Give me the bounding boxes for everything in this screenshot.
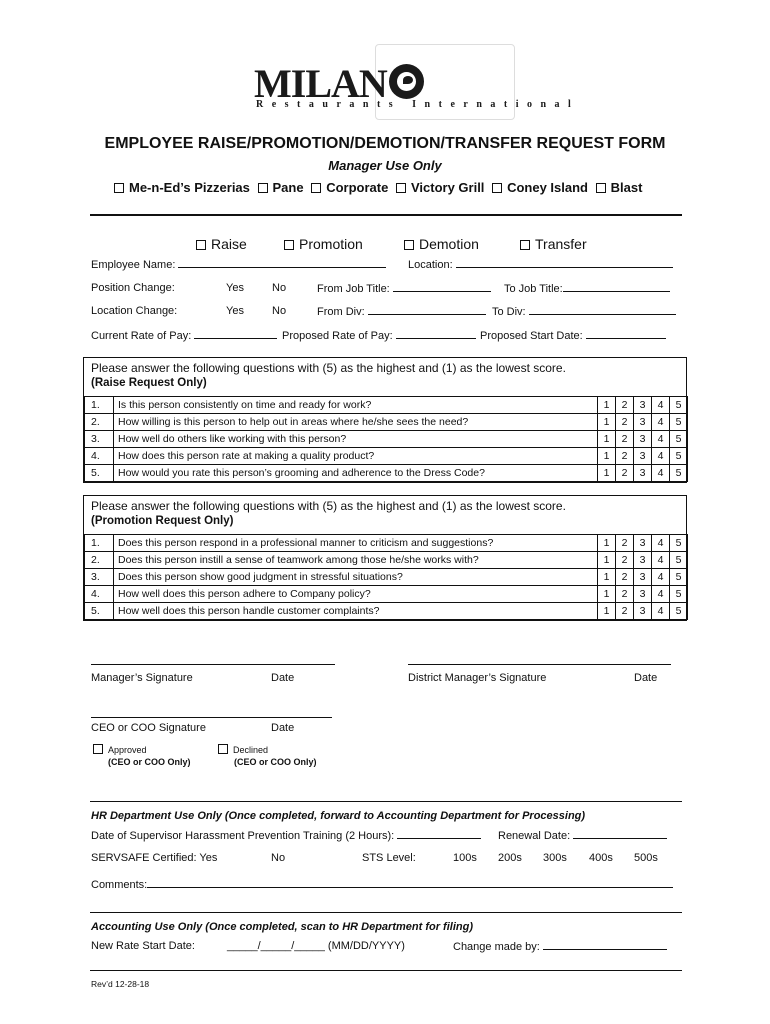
brand-checkbox-row	[114, 180, 646, 195]
raise-section-heading: (Raise Request Only)	[91, 377, 207, 389]
score-option[interactable]: 4	[652, 414, 670, 431]
table-row: 2. Does this person instill a sense of teamwork among those he/she works with? 1 2 3 4 5	[85, 552, 688, 569]
hr-divider	[90, 801, 682, 802]
checkbox-icon[interactable]	[311, 183, 321, 193]
to-job-title-field[interactable]	[563, 282, 670, 292]
comments-field[interactable]	[147, 878, 673, 888]
score-option[interactable]: 3	[634, 397, 652, 414]
proposed-start-label: Proposed Start Date:	[480, 329, 666, 342]
servsafe-no[interactable]: No	[271, 852, 286, 864]
to-job-title-label: To Job Title:	[504, 282, 670, 295]
comments-label: Comments:	[91, 878, 673, 891]
sts-level-option[interactable]: 500s	[634, 852, 658, 864]
score-option[interactable]: 2	[616, 569, 634, 586]
training-date-label: Date of Supervisor Harassment Prevention Training (2 Hours):	[91, 829, 481, 842]
score-option[interactable]: 1	[598, 431, 616, 448]
brand-option: Corporate	[311, 180, 388, 195]
table-row: 1. Is this person consistently on time and ready for work? 1 2 3 4 5	[85, 397, 688, 414]
from-div-field[interactable]	[368, 305, 486, 315]
score-option[interactable]: 4	[652, 569, 670, 586]
proposed-rate-field[interactable]	[396, 329, 476, 339]
checkbox-icon[interactable]	[404, 240, 414, 250]
score-option[interactable]: 1	[598, 552, 616, 569]
question-text: How well does this person handle customer complaints?	[114, 603, 598, 620]
score-option[interactable]: 1	[598, 397, 616, 414]
score-option[interactable]: 3	[634, 603, 652, 620]
proposed-rate-label: Proposed Rate of Pay:	[282, 329, 476, 342]
declined-option[interactable]: Declined	[218, 744, 268, 755]
form-subtitle: Manager Use Only	[328, 158, 442, 173]
score-option[interactable]: 3	[634, 569, 652, 586]
district-manager-signature-line[interactable]	[408, 664, 671, 665]
table-row: 3. How well do others like working with this person? 1 2 3 4 5	[85, 431, 688, 448]
table-row: 4. How does this person rate at making a quality product? 1 2 3 4 5	[85, 448, 688, 465]
table-row: 4. How well does this person adhere to Company policy? 1 2 3 4 5	[85, 586, 688, 603]
checkbox-icon[interactable]	[520, 240, 530, 250]
brand-option: Pane	[258, 180, 304, 195]
employee-name-field[interactable]	[178, 258, 386, 268]
location-change-no[interactable]: No	[272, 305, 287, 317]
score-option[interactable]: 3	[634, 535, 652, 552]
checkbox-icon[interactable]	[596, 183, 606, 193]
checkbox-icon[interactable]	[114, 183, 124, 193]
request-transfer[interactable]: Transfer	[520, 236, 587, 252]
question-text: Does this person show good judgment in stressful situations?	[114, 569, 598, 586]
to-div-label: To Div:	[492, 305, 676, 318]
logo-emblem-icon	[389, 64, 424, 99]
table-row: 5. How well does this person handle customer complaints? 1 2 3 4 5	[85, 603, 688, 620]
score-option[interactable]: 1	[598, 465, 616, 482]
question-text: How well does this person adhere to Company policy?	[114, 586, 598, 603]
to-div-field[interactable]	[529, 305, 676, 315]
question-text: Does this person respond in a professional manner to criticism and suggestions?	[114, 535, 598, 552]
position-change-label: Position Change:	[91, 282, 175, 294]
score-option[interactable]: 4	[652, 603, 670, 620]
score-option[interactable]: 5	[670, 603, 688, 620]
question-text: How does this person rate at making a quality product?	[114, 448, 598, 465]
score-option[interactable]: 2	[616, 397, 634, 414]
score-option[interactable]: 1	[598, 569, 616, 586]
sts-level-option[interactable]: 200s	[498, 852, 522, 864]
score-option[interactable]: 2	[616, 465, 634, 482]
logo-subtitle: Restaurants International	[256, 99, 580, 110]
checkbox-icon[interactable]	[258, 183, 268, 193]
position-change-no[interactable]: No	[272, 282, 287, 294]
score-option[interactable]: 2	[616, 535, 634, 552]
checkbox-icon[interactable]	[218, 744, 228, 754]
score-option[interactable]: 5	[670, 397, 688, 414]
score-option[interactable]: 3	[634, 414, 652, 431]
score-option[interactable]: 2	[616, 603, 634, 620]
checkbox-icon[interactable]	[396, 183, 406, 193]
revision-note: Rev’d 12-28-18	[91, 979, 150, 989]
promotion-questions-header: Please answer the following questions with (5) as the highest and (1) as the lowest score. (Promotion Request Only)	[84, 496, 686, 534]
sts-level-option[interactable]: 400s	[589, 852, 613, 864]
score-option[interactable]: 5	[670, 465, 688, 482]
servsafe-yes[interactable]: SERVSAFE Certified: Yes	[91, 852, 218, 864]
approved-option[interactable]: Approved	[93, 744, 147, 755]
change-made-by-label: Change made by:	[453, 940, 667, 953]
training-date-field[interactable]	[397, 829, 481, 839]
table-row: 5. How would you rate this person’s grooming and adherence to the Dress Code? 1 2 3 4 5	[85, 465, 688, 482]
checkbox-icon[interactable]	[196, 240, 206, 250]
score-option[interactable]: 5	[670, 414, 688, 431]
accounting-heading: Accounting Use Only (Once completed, scan to HR Department for filing)	[91, 921, 473, 933]
proposed-start-field[interactable]	[586, 329, 666, 339]
brand-option: Blast	[596, 180, 643, 195]
footer-divider	[90, 970, 682, 971]
declined-note: (CEO or COO Only)	[234, 757, 317, 767]
score-option[interactable]: 5	[670, 552, 688, 569]
question-text: Is this person consistently on time and ready for work?	[114, 397, 598, 414]
table-row: 1. Does this person respond in a professional manner to criticism and suggestions? 1 2 3 4 5	[85, 535, 688, 552]
score-option[interactable]: 3	[634, 465, 652, 482]
renewal-date-label: Renewal Date:	[498, 829, 667, 842]
question-text: Does this person instill a sense of teamwork among those he/she works with?	[114, 552, 598, 569]
score-option[interactable]: 1	[598, 414, 616, 431]
ceo-date-label: Date	[271, 722, 295, 734]
current-rate-field[interactable]	[194, 329, 277, 339]
score-option[interactable]: 2	[616, 586, 634, 603]
score-option[interactable]: 3	[634, 552, 652, 569]
sts-level-option[interactable]: 300s	[543, 852, 567, 864]
checkbox-icon[interactable]	[492, 183, 502, 193]
raise-questions-box	[83, 357, 687, 483]
question-text: How well do others like working with this person?	[114, 431, 598, 448]
ceo-signature-label: CEO or COO Signature	[91, 722, 206, 734]
location-change-label: Location Change:	[91, 305, 178, 317]
score-option[interactable]: 4	[652, 465, 670, 482]
score-option[interactable]: 5	[670, 535, 688, 552]
request-demotion[interactable]: Demotion	[404, 236, 479, 252]
brand-option: Victory Grill	[396, 180, 484, 195]
score-option[interactable]: 5	[670, 586, 688, 603]
location-field[interactable]	[456, 258, 673, 268]
score-option[interactable]: 4	[652, 431, 670, 448]
table-row: 3. Does this person show good judgment in stressful situations? 1 2 3 4 5	[85, 569, 688, 586]
location-change-yes[interactable]: Yes	[226, 305, 244, 317]
renewal-date-field[interactable]	[573, 829, 667, 839]
accounting-divider	[90, 912, 682, 913]
from-div-label: From Div:	[317, 305, 486, 318]
score-option[interactable]: 3	[634, 586, 652, 603]
new-rate-start-field[interactable]: _____/_____/_____ (MM/DD/YYYY)	[227, 940, 405, 952]
score-option[interactable]: 5	[670, 448, 688, 465]
score-option[interactable]: 2	[616, 414, 634, 431]
district-manager-signature-label: District Manager’s Signature	[408, 672, 547, 684]
promotion-section-heading: (Promotion Request Only)	[91, 515, 234, 527]
hr-heading: HR Department Use Only (Once completed, forward to Accounting Department for Processing)	[91, 810, 586, 822]
score-option[interactable]: 4	[652, 552, 670, 569]
current-rate-label: Current Rate of Pay:	[91, 329, 277, 342]
brand-option: Me-n-Ed’s Pizzerias	[114, 180, 250, 195]
score-option[interactable]: 3	[634, 448, 652, 465]
table-row: 2. How willing is this person to help out in areas where he/she sees the need? 1 2 3 4 5	[85, 414, 688, 431]
promotion-questions-table	[84, 534, 688, 620]
question-text: How would you rate this person’s grooming and adherence to the Dress Code?	[114, 465, 598, 482]
question-text: How willing is this person to help out in areas where he/she sees the need?	[114, 414, 598, 431]
score-option[interactable]: 5	[670, 431, 688, 448]
score-option[interactable]: 2	[616, 448, 634, 465]
location-label: Location:	[408, 258, 673, 271]
approved-note: (CEO or COO Only)	[108, 757, 191, 767]
from-job-title-label: From Job Title:	[317, 282, 491, 295]
score-option[interactable]: 1	[598, 535, 616, 552]
score-option[interactable]: 4	[652, 535, 670, 552]
promotion-questions-box	[83, 495, 687, 621]
score-option[interactable]: 3	[634, 431, 652, 448]
brand-option: Coney Island	[492, 180, 588, 195]
manager-date-label: Date	[271, 672, 295, 684]
score-option[interactable]: 4	[652, 397, 670, 414]
manager-signature-line[interactable]	[91, 664, 335, 665]
sts-level-option[interactable]: 100s	[453, 852, 477, 864]
manager-signature-label: Manager’s Signature	[91, 672, 193, 684]
score-option[interactable]: 4	[652, 448, 670, 465]
score-option[interactable]: 2	[616, 431, 634, 448]
position-change-yes[interactable]: Yes	[226, 282, 244, 294]
from-job-title-field[interactable]	[393, 282, 491, 292]
change-made-by-field[interactable]	[543, 940, 667, 950]
score-option[interactable]: 1	[598, 603, 616, 620]
score-option[interactable]: 2	[616, 552, 634, 569]
score-option[interactable]: 1	[598, 448, 616, 465]
checkbox-icon[interactable]	[93, 744, 103, 754]
checkbox-icon[interactable]	[284, 240, 294, 250]
request-raise[interactable]: Raise	[196, 236, 247, 252]
new-rate-start-label: New Rate Start Date:	[91, 940, 195, 952]
score-option[interactable]: 4	[652, 586, 670, 603]
score-option[interactable]: 5	[670, 569, 688, 586]
request-promotion[interactable]: Promotion	[284, 236, 363, 252]
employee-name-label: Employee Name:	[91, 258, 386, 271]
score-option[interactable]: 1	[598, 586, 616, 603]
form-title: EMPLOYEE RAISE/PROMOTION/DEMOTION/TRANSFER REQUEST FORM	[104, 135, 666, 152]
raise-questions-table	[84, 396, 688, 482]
logo-wordmark: MILAN	[254, 61, 387, 106]
section-divider	[90, 214, 682, 216]
ceo-signature-line[interactable]	[91, 717, 332, 718]
sts-level-label: STS Level:	[362, 852, 416, 864]
district-manager-date-label: Date	[634, 672, 658, 684]
raise-questions-header: Please answer the following questions with (5) as the highest and (1) as the lowest score. (Raise Request Only)	[84, 358, 686, 396]
